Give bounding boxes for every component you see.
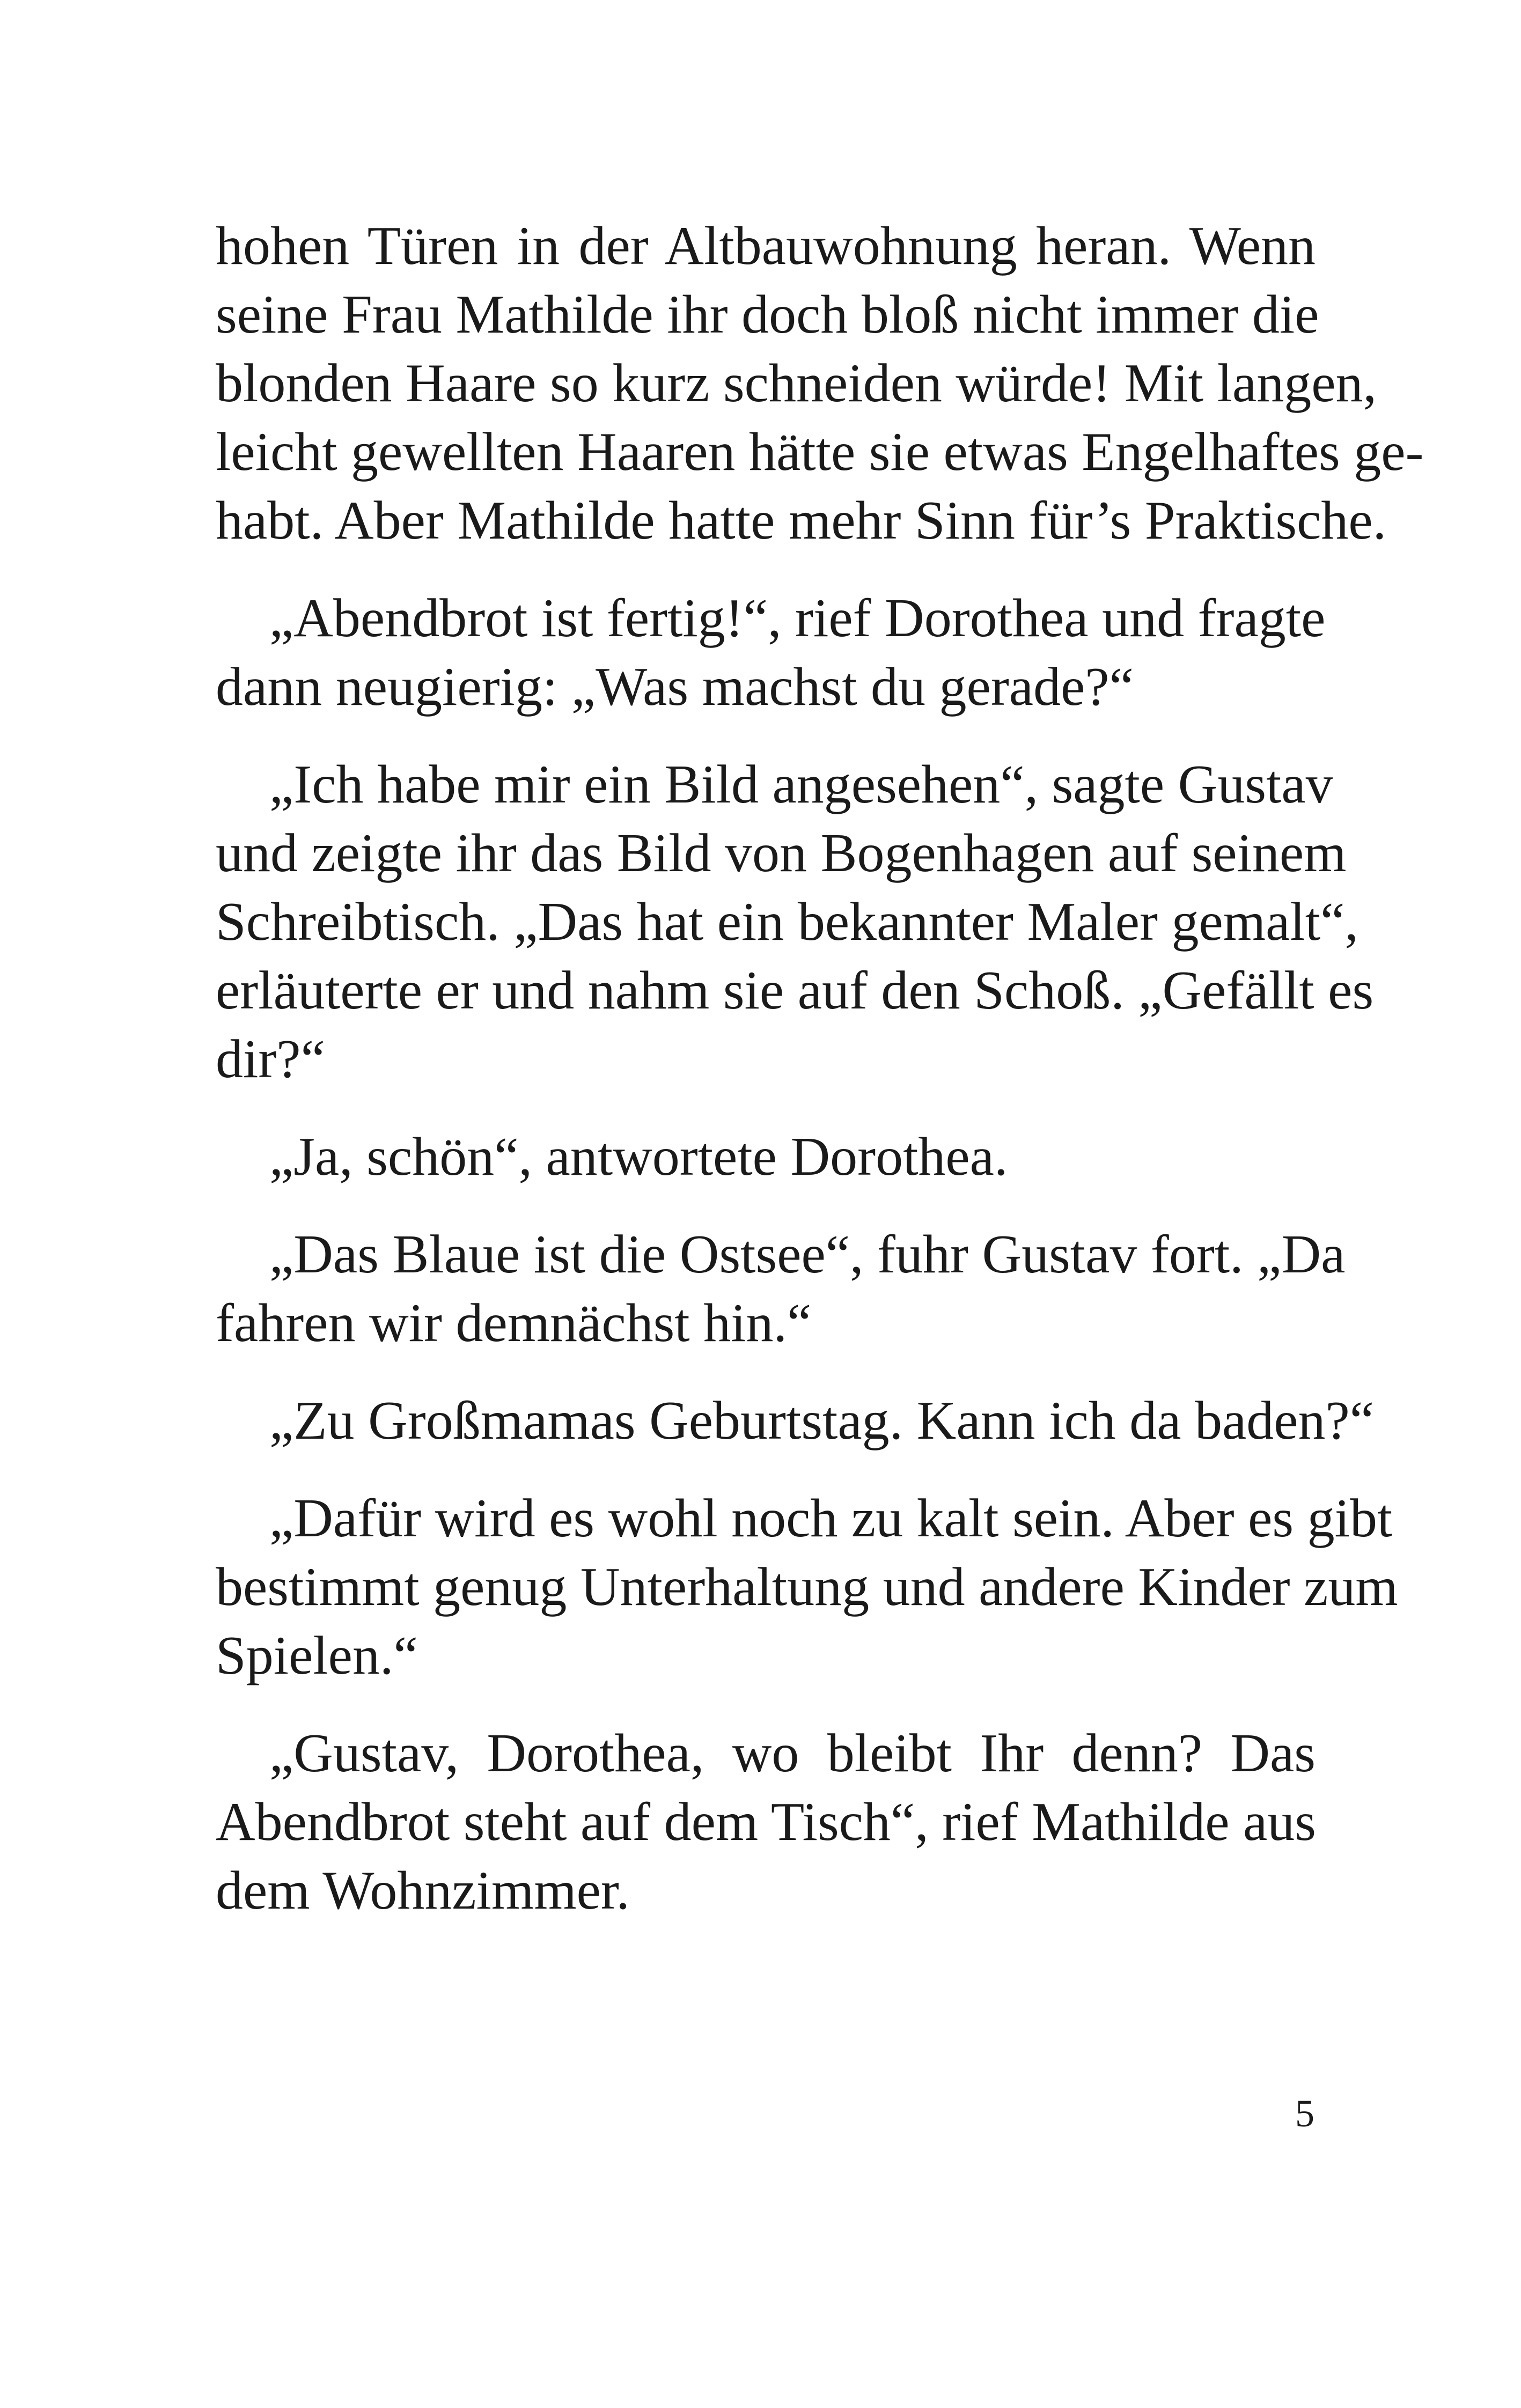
paragraph-5 xyxy=(216,1220,1346,1358)
text-line: „Gustav, Dorothea, wo bleibt Ihr denn? Das xyxy=(269,1723,1316,1784)
text-line: „Zu Großmamas Geburtstag. Kann ich da baden?“ xyxy=(269,1390,1375,1451)
text-line: habt. Aber Mathilde hatte mehr Sinn für’s Praktische. xyxy=(216,490,1387,551)
text-line: bestimmt genug Unterhaltung und andere Kinder zum xyxy=(216,1557,1398,1617)
text-line: dem Wohnzimmer. xyxy=(216,1860,630,1921)
paragraph-1 xyxy=(216,212,1424,555)
paragraph-3 xyxy=(216,750,1374,1094)
body-text xyxy=(216,212,1424,1954)
text-line: seine Frau Mathilde ihr doch bloß nicht immer die xyxy=(216,284,1319,345)
text-line: „Ja, schön“, antwortete Dorothea. xyxy=(269,1126,1008,1187)
text-line: „Abendbrot ist fertig!“, rief Dorothea und fragte xyxy=(269,588,1326,649)
page-number: 5 xyxy=(1295,2092,1314,2135)
paragraph-8 xyxy=(216,1719,1316,1925)
text-line: „Das Blaue ist die Ostsee“, fuhr Gustav fort. „Da xyxy=(269,1224,1346,1285)
text-line: leicht gewellten Haaren hätte sie etwas Engelhaftes ge- xyxy=(216,422,1424,482)
text-line: „Ich habe mir ein Bild angesehen“, sagte Gustav xyxy=(269,754,1333,815)
paragraph-4 xyxy=(216,1123,1316,1191)
text-line: „Dafür wird es wohl noch zu kalt sein. Aber es gibt xyxy=(269,1488,1393,1549)
text-line: Spielen.“ xyxy=(216,1625,418,1686)
paragraph-6 xyxy=(216,1387,1375,1455)
text-line: fahren wir demnächst hin.“ xyxy=(216,1293,812,1353)
text-line: dann neugierig: „Was machst du gerade?“ xyxy=(216,657,1134,717)
text-line: erläuterte er und nahm sie auf den Schoß. „Gefällt es xyxy=(216,960,1374,1021)
text-line: Schreibtisch. „Das hat ein bekannter Maler gemalt“, xyxy=(216,892,1358,952)
paragraph-2 xyxy=(216,584,1326,721)
text-line: hohen Türen in der Altbauwohnung heran. Wenn xyxy=(216,216,1316,276)
text-line: blonden Haare so kurz schneiden würde! Mit langen, xyxy=(216,353,1377,414)
text-line: Abendbrot steht auf dem Tisch“, rief Mathilde aus xyxy=(216,1792,1316,1852)
paragraph-7 xyxy=(216,1484,1398,1690)
text-line: und zeigte ihr das Bild von Bogenhagen auf seinem xyxy=(216,823,1347,883)
text-line: dir?“ xyxy=(216,1029,325,1089)
